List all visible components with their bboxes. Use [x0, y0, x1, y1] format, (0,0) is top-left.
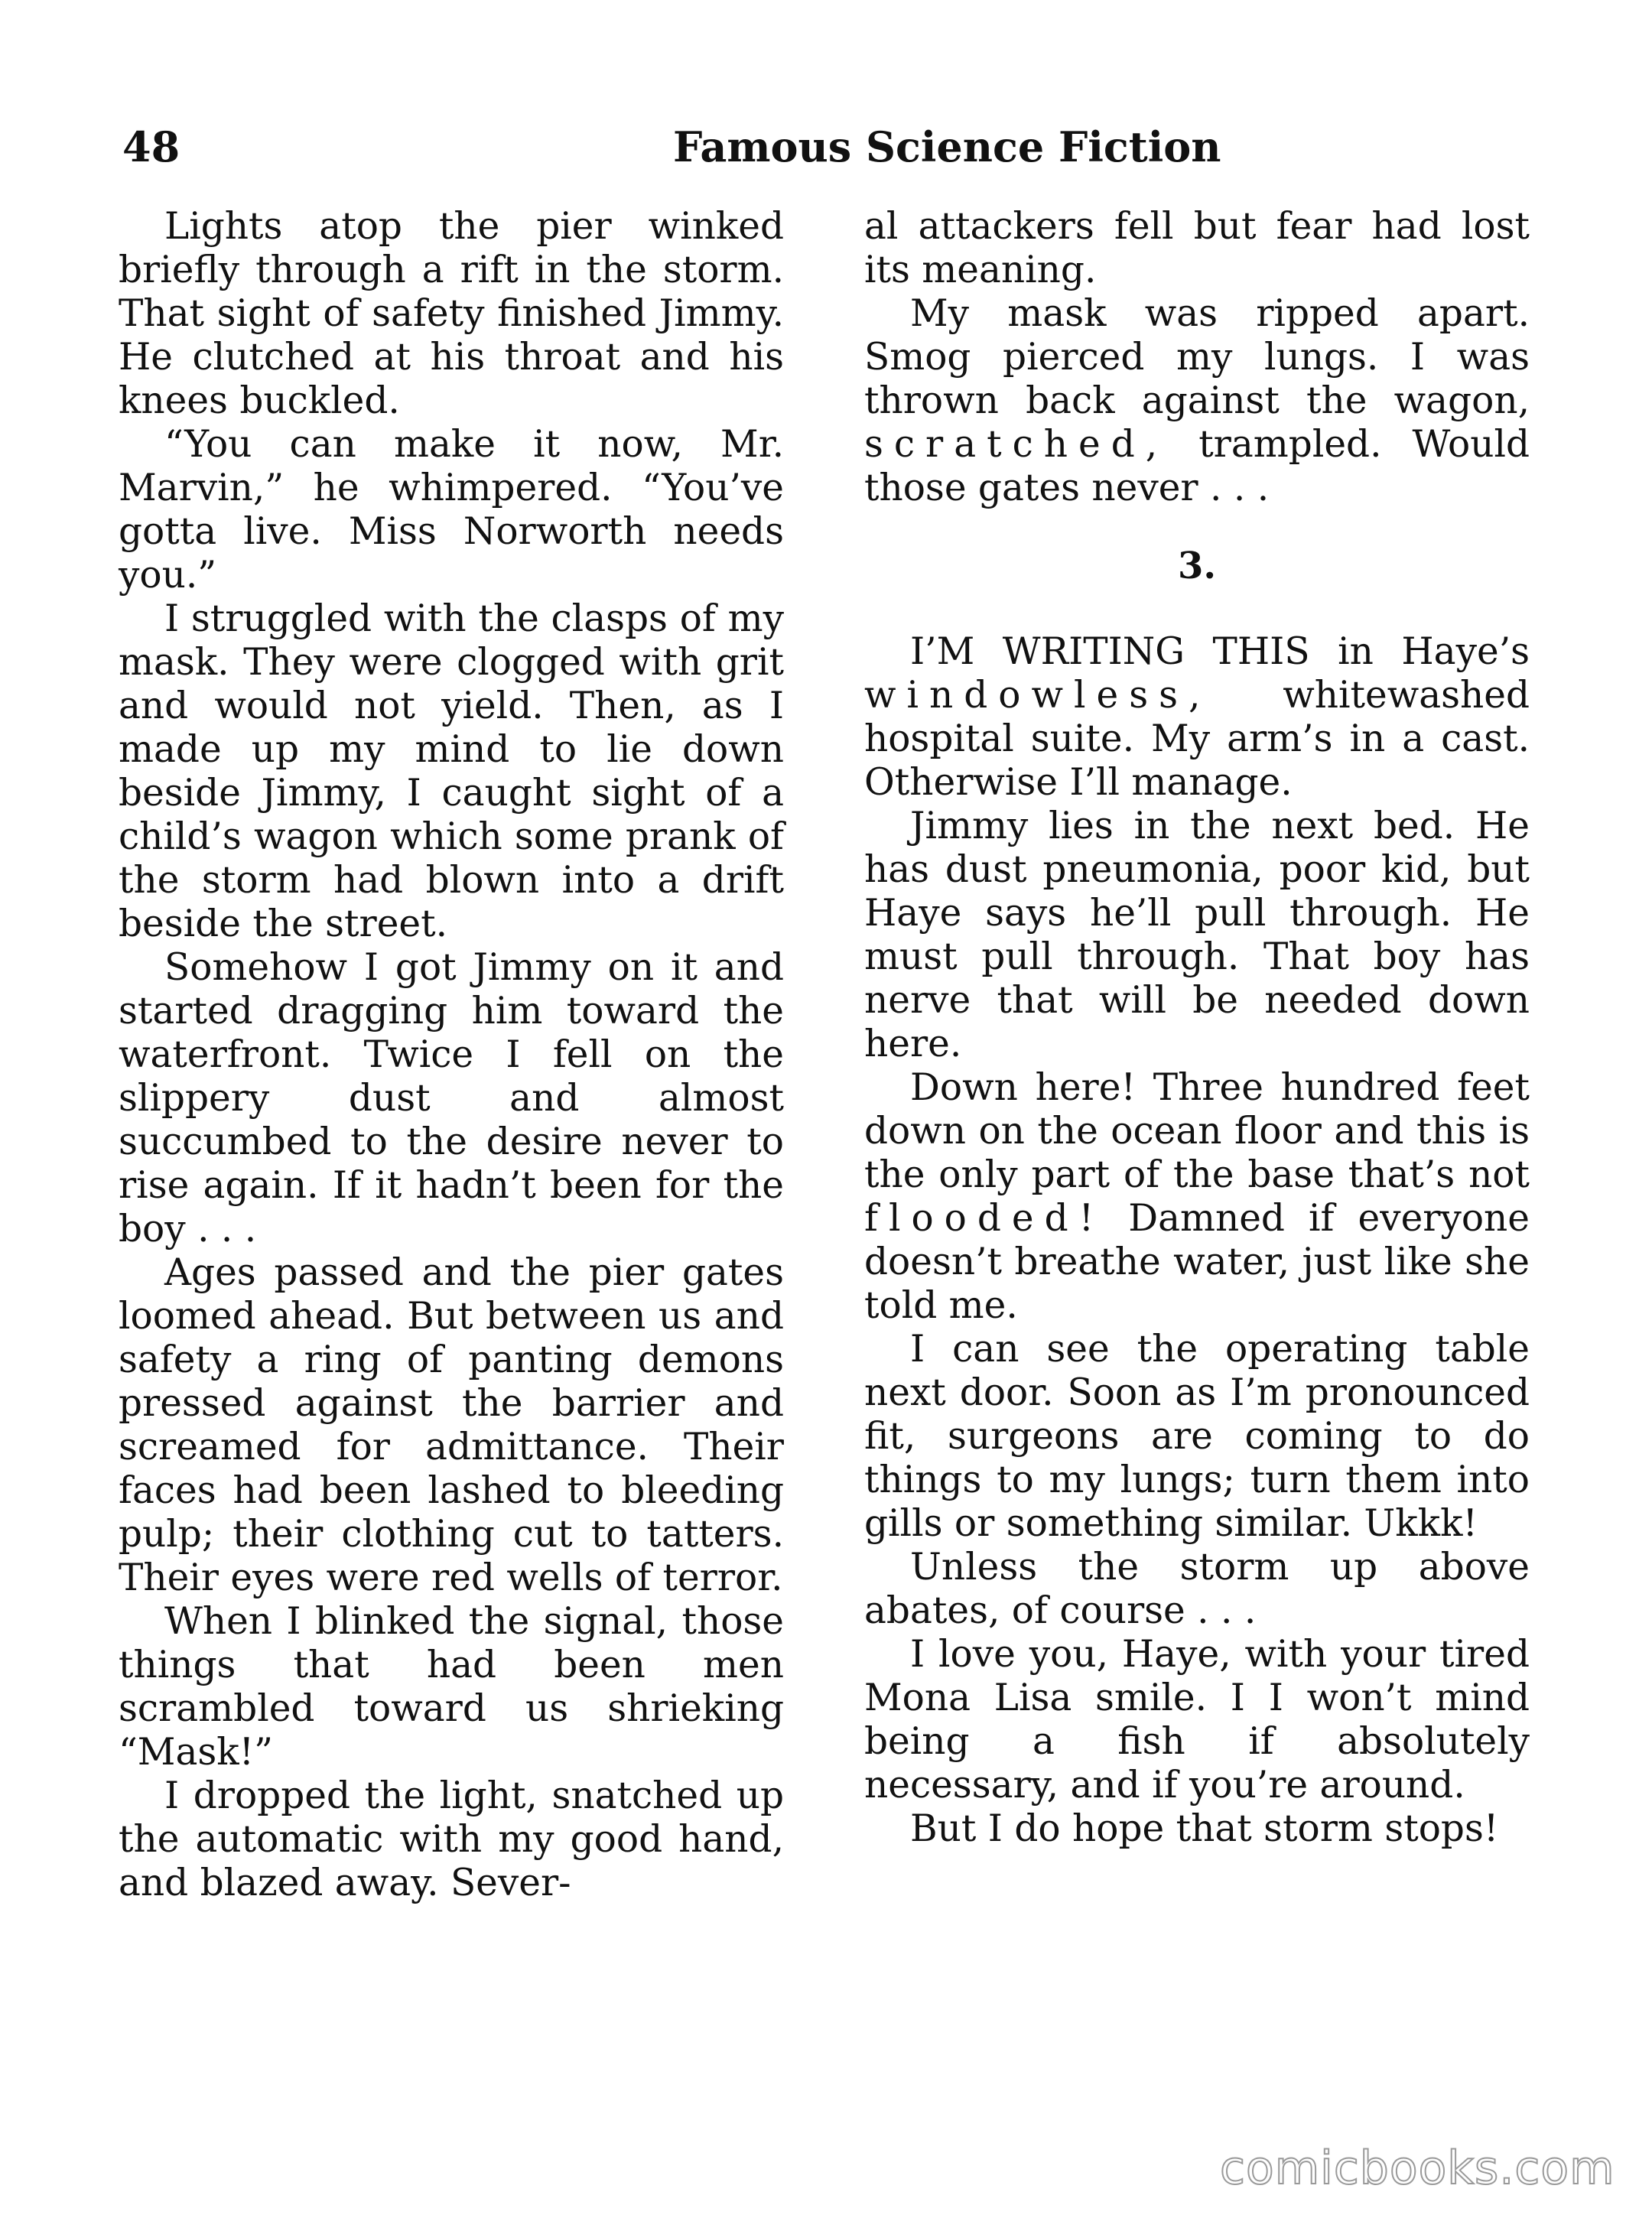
paragraph-continuation: al attackers fell but fear had lost its meaning. — [864, 205, 1530, 291]
right-column — [864, 205, 1530, 1851]
paragraph — [864, 292, 1530, 510]
section-number: 3. — [1177, 545, 1217, 587]
text-run: My mask was ripped apart. Smog pierced my lungs. I was thrown back against the wagon, — [864, 292, 1530, 422]
paragraph: Jimmy lies in the next bed. He has dust pneumonia, poor kid, but Haye says he’ll pull through. He must pull through. That boy has nerve that will be needed down here. — [864, 805, 1530, 1065]
text-run: trampled. Would those gates never . . . — [864, 423, 1530, 509]
paragraph: Lights atop the pier winked briefly through a rift in the storm. That sight of safety finished Jimmy. He clutched at his throat and his knees buckled. — [119, 205, 784, 422]
spaced-word: scratched, — [864, 423, 1169, 466]
spaced-word: flooded! — [864, 1197, 1105, 1240]
watermark: comicbooks.com — [1220, 2142, 1615, 2195]
paragraph: Ages passed and the pier gates loomed ahead. But between us and safety a ring of panting demons pressed against the barrier and screamed for admittance. Their faces had been lashed to bleeding pulp; their clothing cut to tatters. Their eyes were red wells of terror. — [119, 1251, 784, 1599]
section-opening-paragraph — [864, 630, 1530, 805]
page-number: 48 — [122, 122, 180, 171]
paragraph: “You can make it now, Mr. Marvin,” he whimpered. “You’ve gotta live. Miss Norworth needs you.” — [119, 423, 784, 597]
paragraph: When I blinked the signal, those things that had been men scrambled toward us shrieking “Mask!” — [119, 1600, 784, 1774]
paragraph: Unless the storm up above abates, of course . . . — [864, 1546, 1530, 1632]
paragraph: Somehow I got Jimmy on it and started dragging him toward the waterfront. Twice I fell on the slippery dust and almost succumbed to the desire never to rise again. If it hadn’t been for the boy . . . — [119, 946, 784, 1250]
page-header — [122, 122, 1530, 176]
paragraph — [864, 1066, 1530, 1328]
paragraph: But I do hope that storm stops! — [910, 1807, 1499, 1850]
left-column — [119, 205, 784, 1905]
text-run: whitewashed hospital suite. My arm’s in a cast. Otherwise I’ll manage. — [864, 674, 1530, 804]
text-run: Damned if everyone doesn’t breathe water, just like she told me. — [864, 1197, 1530, 1327]
paragraph: I dropped the light, snatched up the automatic with my good hand, and blazed away. Sever- — [119, 1774, 784, 1904]
text-run: Down here! Three hundred feet down on the ocean floor and this is the only part of the base that’s not — [864, 1066, 1530, 1196]
running-title: Famous Science Fiction — [673, 122, 1221, 171]
paragraph: I struggled with the clasps of my mask. They were clogged with grit and would not yield. Then, as I made up my mind to lie down beside Jimmy, I caught sight of a child’s wagon which some prank of the storm had blown into a drift beside the street. — [119, 597, 784, 945]
text-run: in Haye’s — [1338, 630, 1530, 673]
opening-caps: I’M WRITING THIS — [910, 630, 1310, 673]
paragraph: I love you, Haye, with your tired Mona Lisa smile. I I won’t mind being a fish if absolutely necessary, and if you’re around. — [864, 1633, 1530, 1807]
paragraph: I can see the operating table next door. Soon as I’m pronounced fit, surgeons are coming to do things to my lungs; turn them into gills or something similar. Ukkk! — [864, 1328, 1530, 1545]
spaced-word: windowless, — [864, 674, 1211, 717]
